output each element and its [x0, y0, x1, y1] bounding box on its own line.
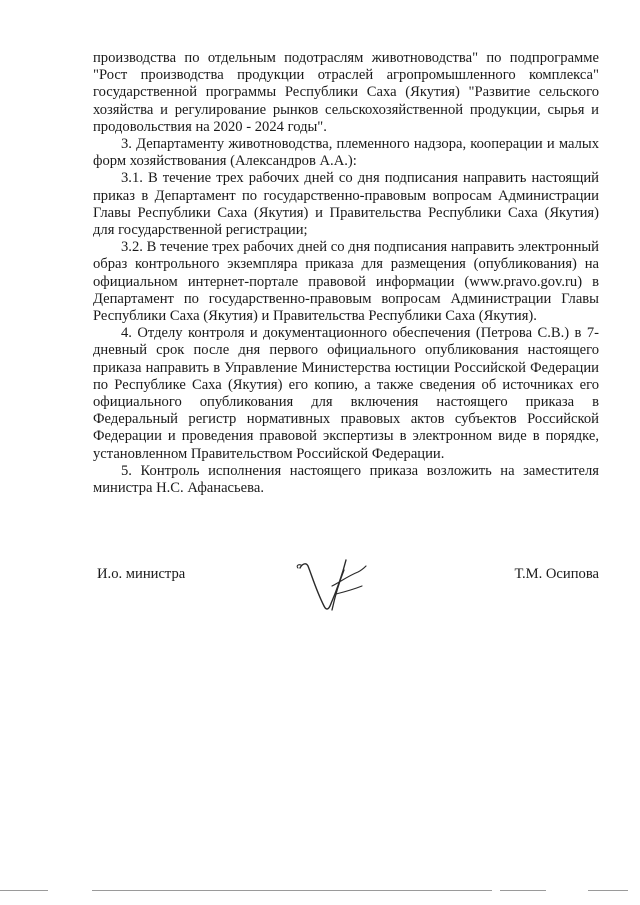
document-body: [93, 50, 599, 497]
signatory-position: И.о. министра: [97, 566, 186, 582]
footer-rule: [0, 890, 48, 891]
signatory-name: Т.М. Осипова: [514, 566, 599, 582]
signature-block: [0, 540, 640, 630]
footer-rule: [588, 890, 628, 891]
paragraph-3: 3. Департаменту животноводства, племенного надзора, кооперации и малых форм хозяйствования (Александров А.А.):: [93, 136, 599, 170]
paragraph-4: 4. Отделу контроля и документационного обеспечения (Петрова С.В.) в 7-дневный срок после дня первого официального опубликования настоящего приказа направить в Управление Министерства юстиции Российской Федерации по Республике Саха (Якутия) его копию, а также сведения об источниках его официального опубликования для включения настоящего приказа в Федеральный регистр нормативных правовых актов субъектов Российской Федерации и проведения правовой экспертизы в электронном виде в порядке, установленном Правительством Российской Федерации.: [93, 325, 599, 462]
paragraph-continuation: производства по отдельным подотраслям животноводства" по подпрограмме "Рост производства продукции отраслей агропромышленного комплекса" государственной программы Республики Саха (Якутия) "Развитие сельского хозяйства и регулирование рынков сельскохозяйственной продукции, сырья и продовольствия на 2020 - 2024 годы".: [93, 50, 599, 135]
paragraph-3-1: 3.1. В течение трех рабочих дней со дня подписания направить настоящий приказ в Департамент по государственно-правовым вопросам Администрации Главы Республики Саха (Якутия) и Правительства Республики Саха (Якутия) для государственной регистрации;: [93, 170, 599, 239]
signature-icon: [292, 546, 372, 618]
footer-rule: [500, 890, 546, 891]
footer-rule: [92, 890, 492, 891]
paragraph-5: 5. Контроль исполнения настоящего приказа возложить на заместителя министра Н.С. Афанасьева.: [93, 462, 599, 497]
paragraph-3-2: 3.2. В течение трех рабочих дней со дня подписания направить электронный образ контрольного экземпляра приказа для размещения (опубликования) на официальном интернет-портале правовой информации (www.pravo.gov.ru) в Департамент по государственно-правовым вопросам Администрации Главы Республики Саха (Якутия) и Правительства Республики Саха (Якутия).: [93, 239, 599, 325]
